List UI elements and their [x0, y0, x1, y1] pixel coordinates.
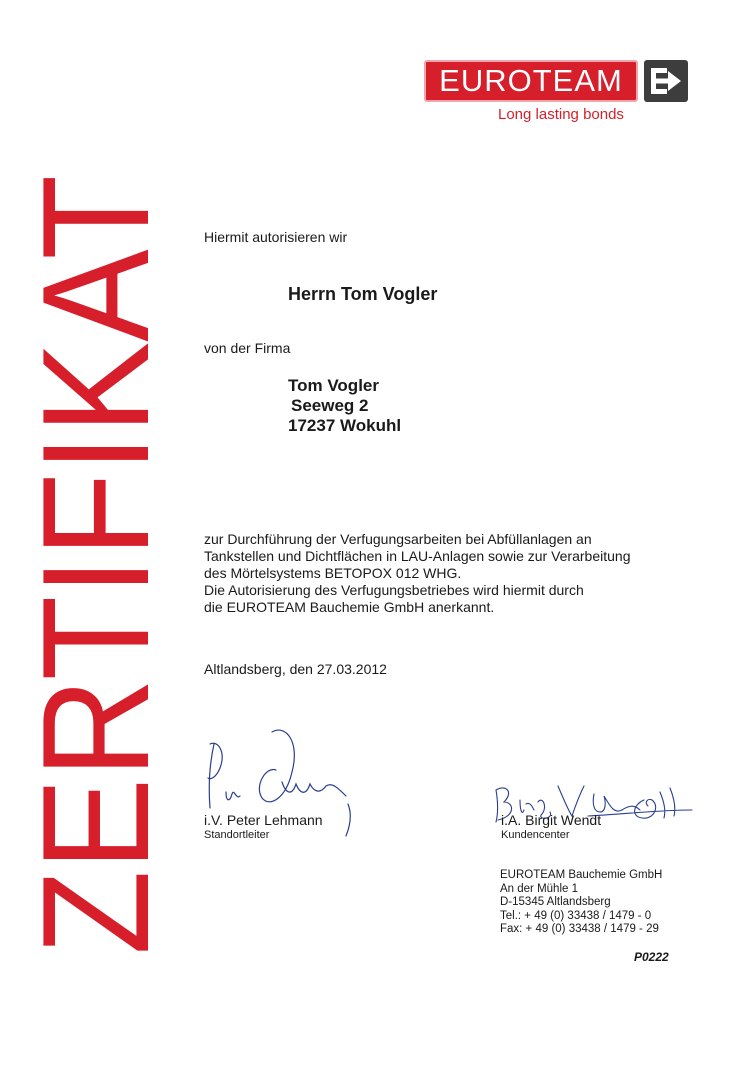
- company-address-line: Fax: + 49 (0) 33438 / 1479 - 29: [500, 923, 659, 935]
- logo-brand-text: EUROTEAM: [439, 63, 623, 98]
- recipient-name: Herrn Tom Vogler: [288, 284, 438, 304]
- firm-intro-text: von der Firma: [204, 340, 291, 356]
- zertifikat-title-text: ZERTIFIKAT: [11, 99, 181, 955]
- description-line: zur Durchführung der Verfugungsarbeiten bei Abfüllanlagen an: [204, 531, 592, 547]
- place-date: Altlandsberg, den 27.03.2012: [204, 661, 387, 677]
- e-arrow-logo-icon: [644, 60, 688, 102]
- logo-tagline: Long lasting bonds: [498, 106, 624, 123]
- description-line: Tankstellen und Dichtflächen in LAU-Anlagen sowie zur Verarbeitung: [204, 548, 631, 564]
- firm-city: 17237 Wokuhl: [288, 416, 402, 435]
- firm-address-block: [288, 376, 401, 436]
- signatory-name: i.A. Birgit Wendt: [501, 812, 602, 828]
- description-line: des Mörtelsystems BETOPOX 012 WHG.: [204, 565, 462, 581]
- description-paragraph: [204, 531, 630, 616]
- description-line: die EUROTEAM Bauchemie GmbH anerkannt.: [204, 599, 495, 615]
- signatory-name: i.V. Peter Lehmann: [204, 812, 323, 828]
- company-address-line: An der Mühle 1: [500, 882, 578, 895]
- signatory-role: Standortleiter: [204, 829, 270, 841]
- company-address-line: D-15345 Altlandsberg: [500, 896, 611, 908]
- intro-text: Hiermit autorisieren wir: [204, 229, 348, 245]
- zertifikat-title: [11, 99, 181, 960]
- firm-street: Seeweg 2: [291, 396, 369, 415]
- description-line: Die Autorisierung des Verfugungsbetriebes wird hiermit durch: [204, 582, 584, 598]
- firm-name: Tom Vogler: [288, 376, 379, 395]
- company-address-line: Tel.: + 49 (0) 33438 / 1479 - 0: [500, 909, 652, 922]
- reference-code: P0222: [634, 950, 669, 964]
- company-address-block: [500, 869, 662, 937]
- signatory-role: Kundencenter: [501, 829, 570, 841]
- company-address-line: EUROTEAM Bauchemie GmbH: [500, 869, 663, 881]
